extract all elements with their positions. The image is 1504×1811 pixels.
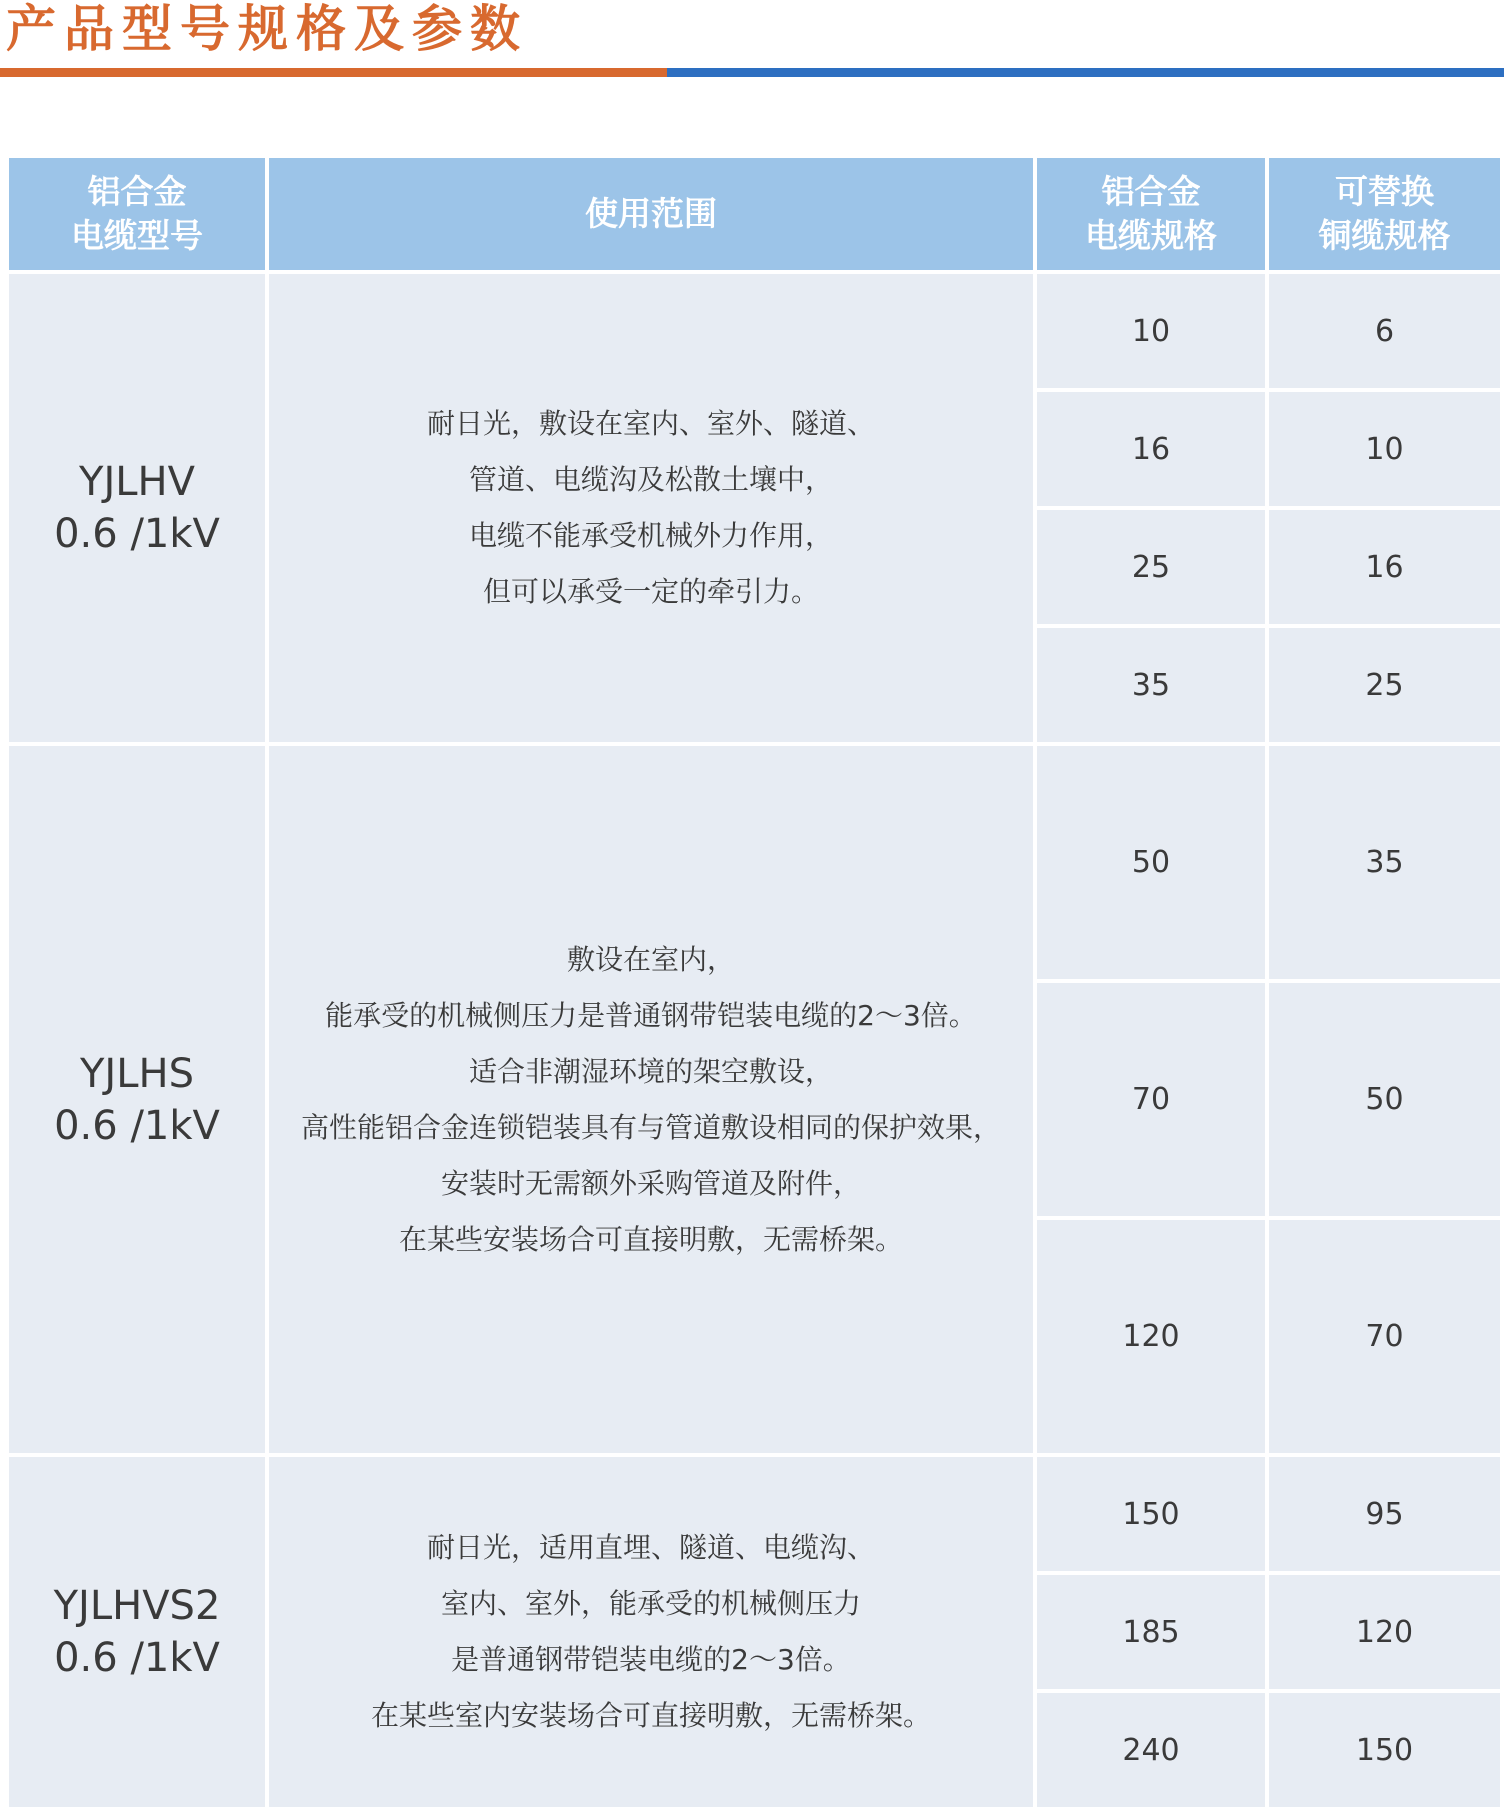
al-spec-cell: 150 <box>1037 1457 1265 1571</box>
al-spec-cell: 50 <box>1037 746 1265 979</box>
header-model: 铝合金 电缆型号 <box>9 158 265 270</box>
al-spec-cell: 16 <box>1037 392 1265 506</box>
al-spec-cell: 120 <box>1037 1220 1265 1453</box>
table-row <box>9 274 1500 388</box>
cu-spec-cell: 35 <box>1269 746 1500 979</box>
al-spec-cell: 10 <box>1037 274 1265 388</box>
cu-spec-cell: 50 <box>1269 983 1500 1216</box>
model-cell: YJLHVS2 0.6 /1kV <box>9 1457 265 1807</box>
header-al-spec: 铝合金 电缆规格 <box>1037 158 1265 270</box>
cu-spec-cell: 6 <box>1269 274 1500 388</box>
title-underline-blue <box>667 68 1504 77</box>
al-spec-cell: 185 <box>1037 1575 1265 1689</box>
al-spec-cell: 35 <box>1037 628 1265 742</box>
table-row <box>9 746 1500 979</box>
usage-cell: 耐日光，适用直埋、隧道、电缆沟、 室内、室外，能承受的机械侧压力 是普通钢带铠装电缆的2～3倍。 在某些室内安装场合可直接明敷，无需桥架。 <box>269 1457 1033 1807</box>
usage-cell: 耐日光，敷设在室内、室外、隧道、 管道、电缆沟及松散土壤中， 电缆不能承受机械外力作用， 但可以承受一定的牵引力。 <box>269 274 1033 742</box>
table-row <box>9 1457 1500 1571</box>
cu-spec-cell: 10 <box>1269 392 1500 506</box>
al-spec-cell: 240 <box>1037 1693 1265 1807</box>
page-title: 产品型号规格及参数 <box>6 0 528 58</box>
cu-spec-cell: 95 <box>1269 1457 1500 1571</box>
usage-cell: 敷设在室内， 能承受的机械侧压力是普通钢带铠装电缆的2～3倍。 适合非潮湿环境的架空敷设， 高性能铝合金连锁铠装具有与管道敷设相同的保护效果， 安装时无需额外采购管道及附件， 在某些安装场合可直接明敷，无需桥架。 <box>269 746 1033 1453</box>
header-cu-spec: 可替换 铜缆规格 <box>1269 158 1500 270</box>
cu-spec-cell: 70 <box>1269 1220 1500 1453</box>
header-row <box>9 158 1500 270</box>
cu-spec-cell: 16 <box>1269 510 1500 624</box>
al-spec-cell: 70 <box>1037 983 1265 1216</box>
model-cell: YJLHV 0.6 /1kV <box>9 274 265 742</box>
cu-spec-cell: 150 <box>1269 1693 1500 1807</box>
model-cell: YJLHS 0.6 /1kV <box>9 746 265 1453</box>
title-underline-orange <box>0 68 667 77</box>
cu-spec-cell: 120 <box>1269 1575 1500 1689</box>
header-usage: 使用范围 <box>269 158 1033 270</box>
cu-spec-cell: 25 <box>1269 628 1500 742</box>
spec-table <box>5 154 1504 1811</box>
al-spec-cell: 25 <box>1037 510 1265 624</box>
